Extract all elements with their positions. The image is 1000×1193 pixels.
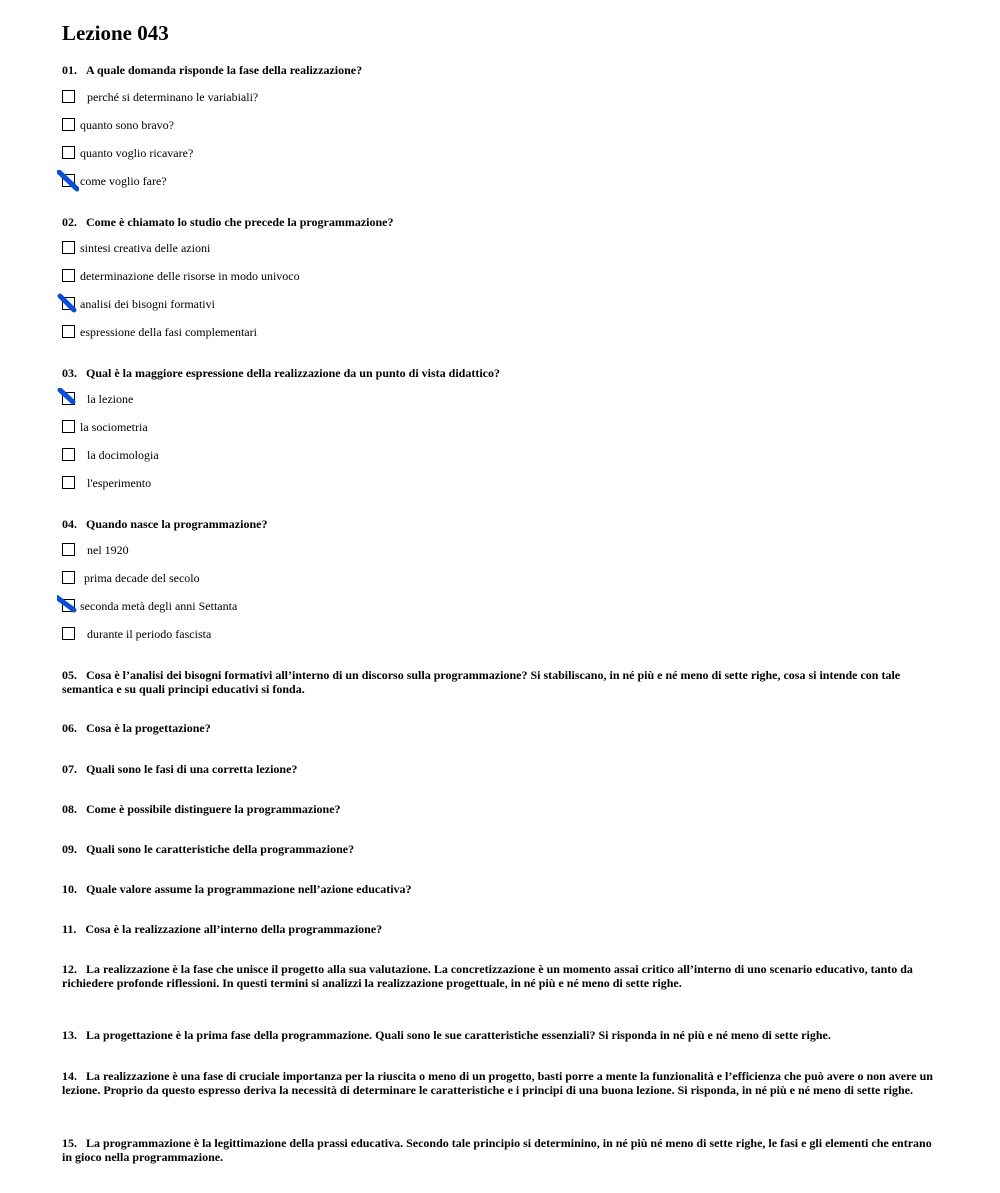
option-text: quanto sono bravo? — [80, 118, 174, 132]
question-text: Quali sono le caratteristiche della programmazione? — [86, 842, 355, 856]
question-number: 07. — [62, 762, 77, 776]
question-text: Come è possibile distinguere la programmazione? — [86, 802, 341, 816]
question-number: 06. — [62, 721, 77, 735]
question-text: Qual è la maggiore espressione della realizzazione da un punto di vista didattico? — [86, 366, 501, 380]
option-04-c — [62, 599, 662, 615]
option-02-c — [62, 297, 662, 313]
question-05 — [62, 668, 938, 696]
question-12 — [62, 962, 938, 990]
question-14 — [62, 1069, 938, 1097]
question-number: 11. — [62, 922, 77, 936]
option-02-a — [62, 241, 662, 257]
question-10 — [62, 882, 938, 896]
question-number: 14. — [62, 1069, 77, 1083]
checkbox[interactable] — [62, 118, 75, 131]
option-text: l'esperimento — [87, 476, 152, 490]
question-text: La realizzazione è la fase che unisce il progetto alla sua valutazione. La concretizzazione è un momento assai critico all’interno di uno scenario educativo, tanto da richiedere profonde riflessioni. In questi termini si analizzi la realizzazione progettuale, in né più e né meno di sette righe. — [62, 962, 913, 990]
option-text: analisi dei bisogni formativi — [80, 297, 215, 311]
question-number: 15. — [62, 1136, 77, 1150]
question-text: Quali sono le fasi di una corretta lezione? — [86, 762, 298, 776]
option-01-c — [62, 146, 662, 162]
checkbox[interactable] — [62, 90, 75, 103]
checkbox[interactable] — [62, 269, 75, 282]
checkbox[interactable] — [62, 146, 75, 159]
checkbox-checked[interactable] — [62, 392, 75, 405]
question-number: 12. — [62, 962, 77, 976]
option-text: seconda metà degli anni Settanta — [80, 599, 238, 613]
option-text: perché si determinano le variabiali? — [87, 90, 259, 104]
question-number: 13. — [62, 1028, 77, 1042]
question-07 — [62, 762, 938, 776]
question-01 — [62, 63, 938, 77]
question-02 — [62, 215, 938, 229]
checkbox-checked[interactable] — [62, 174, 75, 187]
question-13 — [62, 1028, 938, 1042]
question-09 — [62, 842, 938, 856]
checkbox[interactable] — [62, 448, 75, 461]
option-02-b — [62, 269, 662, 285]
checkbox[interactable] — [62, 476, 75, 489]
option-04-d — [62, 627, 662, 643]
checkbox-checked[interactable] — [62, 297, 75, 310]
question-text: La realizzazione è una fase di cruciale importanza per la riuscita o meno di un progetto, basti porre a mente la funzionalità e l’efficienza che può avere o non avere un lezione. Proprio da questo espresso deriva la necessità di determinare le caratteristiche e i principi di una buona lezione. Si risponda, in né più e né meno di sette righe. — [62, 1069, 933, 1097]
checkbox[interactable] — [62, 571, 75, 584]
question-text: Come è chiamato lo studio che precede la programmazione? — [86, 215, 394, 229]
option-text: durante il periodo fascista — [87, 627, 212, 641]
question-number: 01. — [62, 63, 77, 77]
option-03-a — [62, 392, 662, 408]
option-04-a — [62, 543, 662, 559]
option-text: prima decade del secolo — [84, 571, 200, 585]
question-06 — [62, 721, 938, 735]
question-11 — [62, 922, 938, 936]
option-04-b — [62, 571, 662, 587]
question-text: Quando nasce la programmazione? — [86, 517, 268, 531]
option-text: nel 1920 — [87, 543, 129, 557]
option-03-b — [62, 420, 662, 436]
page-title: Lezione 043 — [62, 21, 169, 45]
checkbox[interactable] — [62, 627, 75, 640]
checkbox[interactable] — [62, 325, 75, 338]
question-text: A quale domanda risponde la fase della realizzazione? — [86, 63, 363, 77]
option-text: sintesi creativa delle azioni — [80, 241, 211, 255]
option-text: quanto voglio ricavare? — [80, 146, 194, 160]
question-number: 02. — [62, 215, 77, 229]
question-number: 08. — [62, 802, 77, 816]
question-text: La progettazione è la prima fase della programmazione. Quali sono le sue caratteristiche essenziali? Si risponda in né più e né meno di sette righe. — [86, 1028, 831, 1042]
option-text: determinazione delle risorse in modo univoco — [80, 269, 300, 283]
question-text: Cosa è la realizzazione all’interno della programmazione? — [85, 922, 383, 936]
option-01-b — [62, 118, 662, 134]
checkbox-checked[interactable] — [62, 599, 75, 612]
option-03-d — [62, 476, 662, 492]
option-01-d — [62, 174, 662, 190]
question-number: 10. — [62, 882, 77, 896]
option-01-a — [62, 90, 662, 106]
question-number: 09. — [62, 842, 77, 856]
question-number: 04. — [62, 517, 77, 531]
question-text: Cosa è l’analisi dei bisogni formativi all’interno di un discorso sulla programmazione? Si stabiliscano, in né più e né meno di sette righe, cosa si intende con tale semantica e su quali principi educativi si fonda. — [62, 668, 901, 696]
question-04 — [62, 517, 938, 531]
checkbox[interactable] — [62, 543, 75, 556]
option-text: la sociometria — [80, 420, 148, 434]
option-text: espressione della fasi complementari — [80, 325, 257, 339]
option-text: la docimologia — [87, 448, 159, 462]
question-number: 05. — [62, 668, 77, 682]
question-number: 03. — [62, 366, 77, 380]
question-15 — [62, 1136, 938, 1164]
option-text: la lezione — [87, 392, 134, 406]
question-03 — [62, 366, 938, 380]
question-text: Quale valore assume la programmazione nell’azione educativa? — [86, 882, 412, 896]
option-02-d — [62, 325, 662, 341]
question-text: Cosa è la progettazione? — [86, 721, 211, 735]
question-text: La programmazione è la legittimazione della prassi educativa. Secondo tale principio si determinino, in né più né meno di sette righe, le fasi e gli elementi che entrano in gioco nella programmazione. — [62, 1136, 932, 1164]
checkbox[interactable] — [62, 241, 75, 254]
checkbox[interactable] — [62, 420, 75, 433]
option-text: come voglio fare? — [80, 174, 167, 188]
question-08 — [62, 802, 938, 816]
option-03-c — [62, 448, 662, 464]
